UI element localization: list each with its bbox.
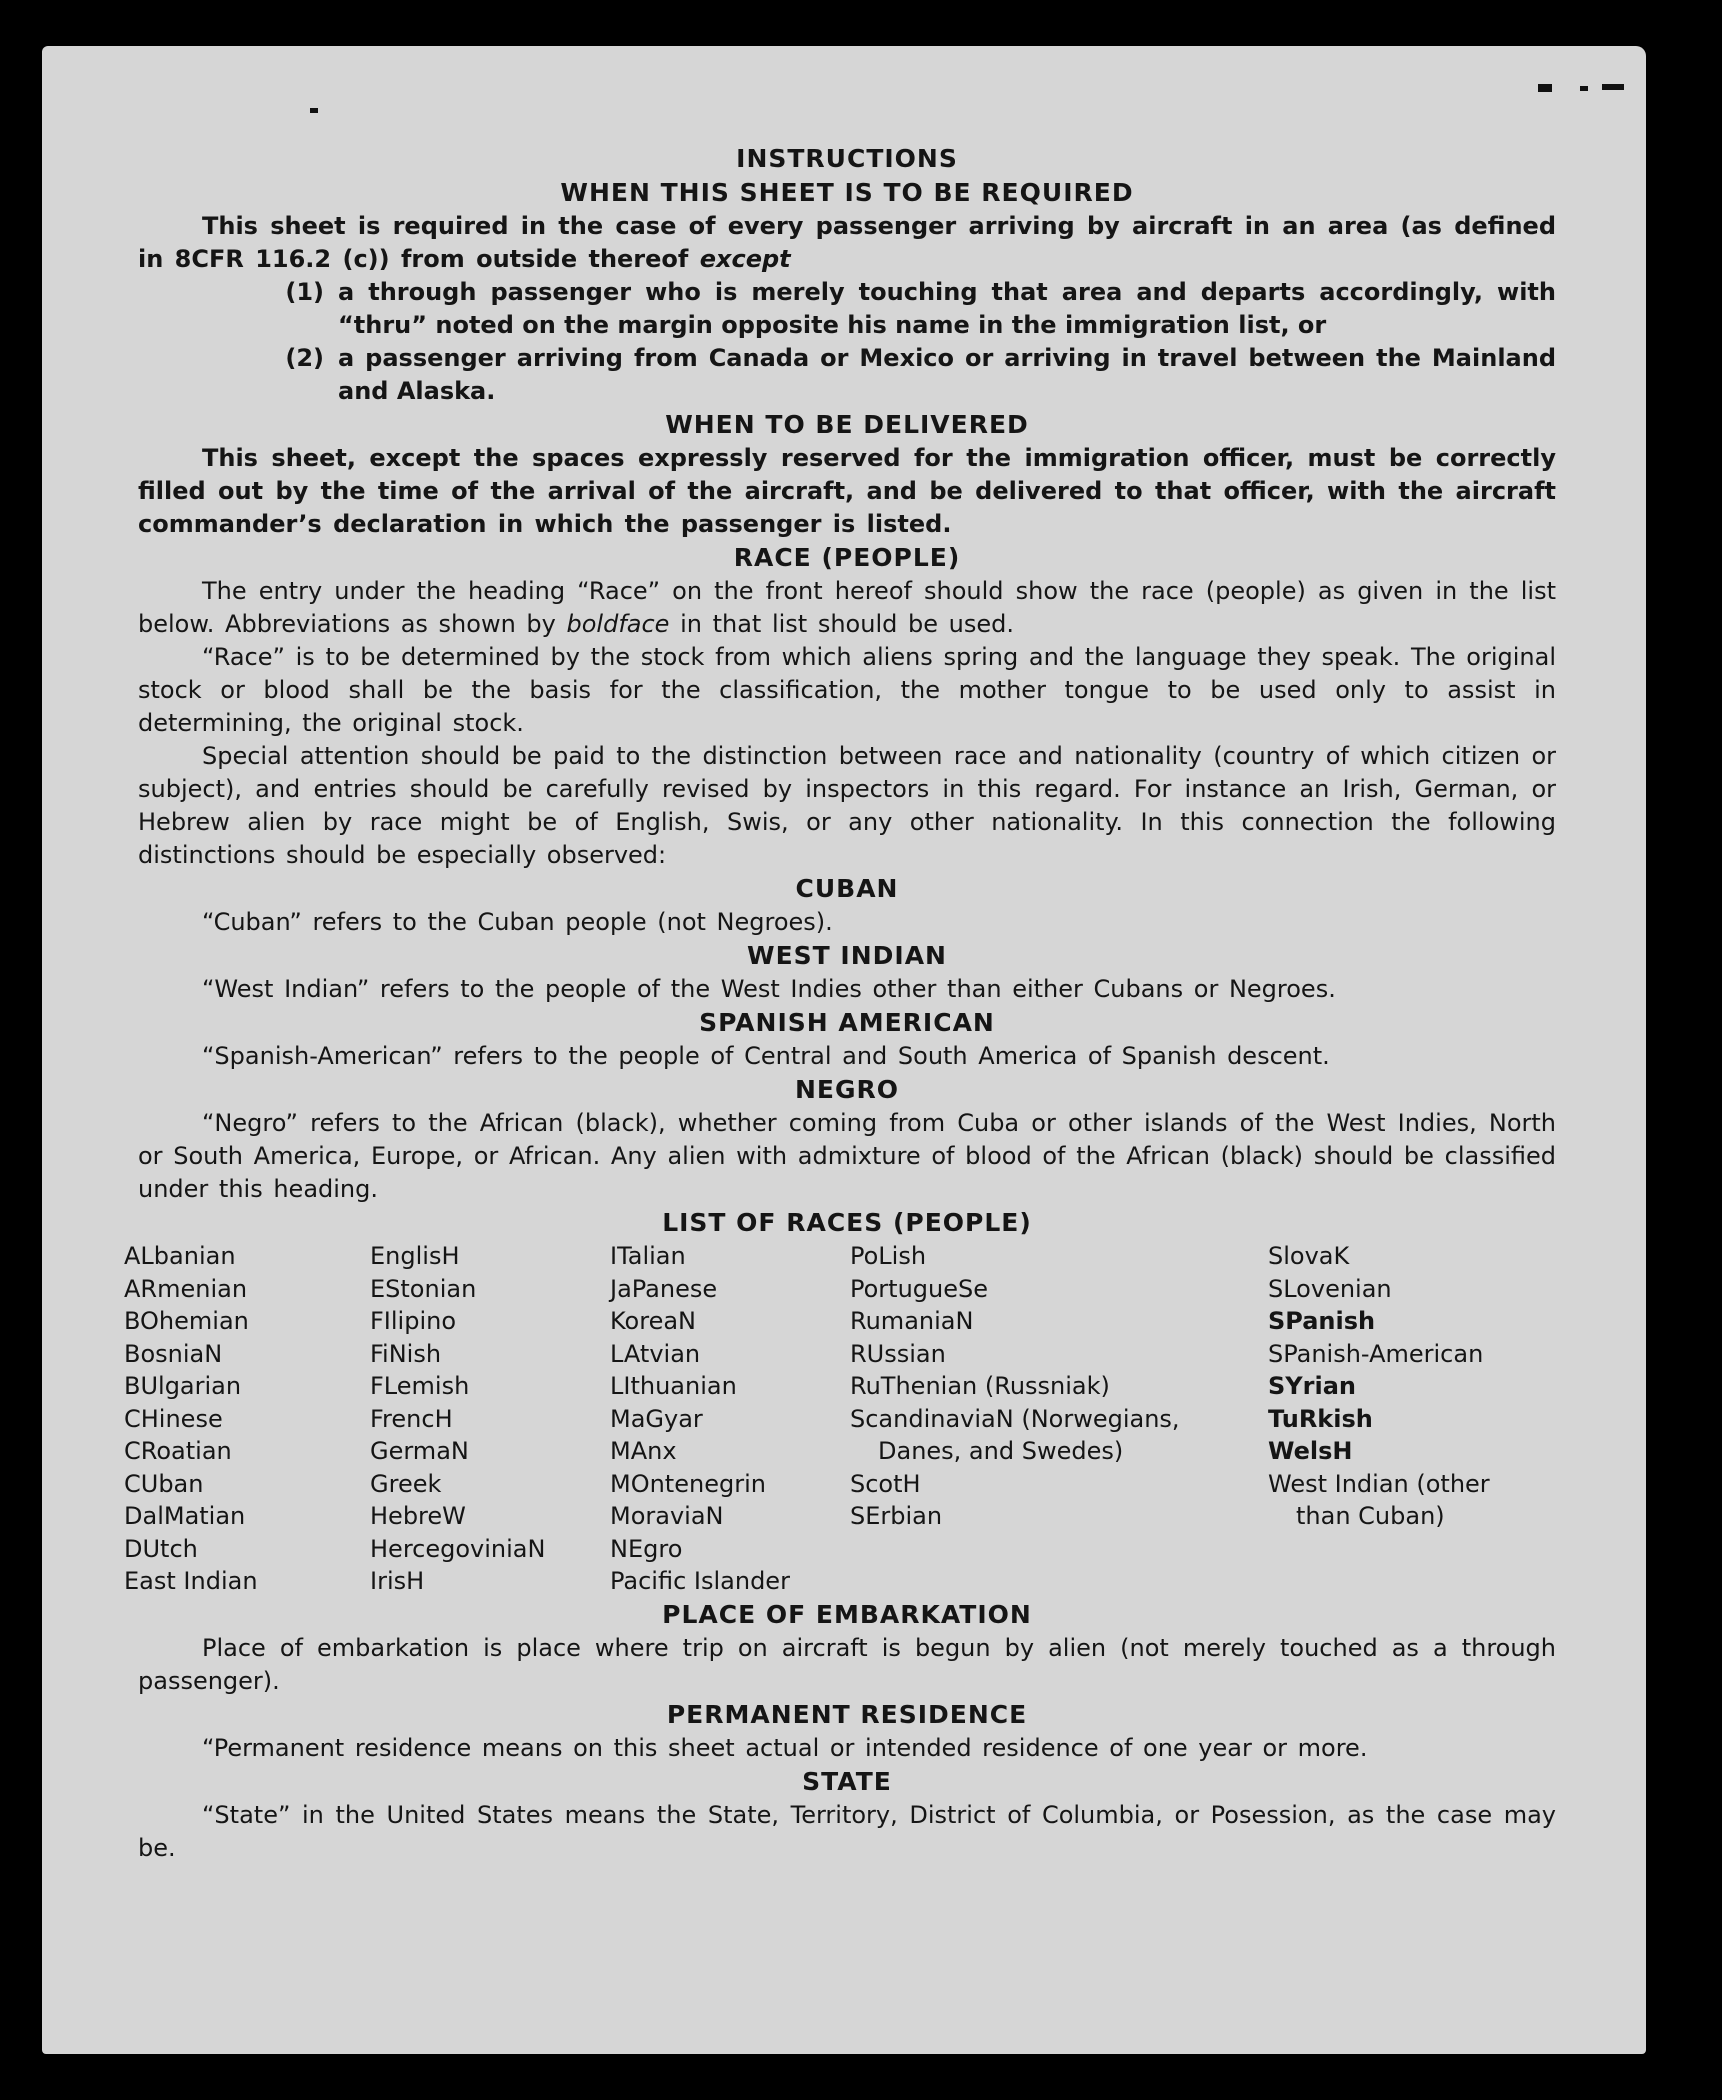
race-entry: TuRkish — [1268, 1404, 1373, 1433]
races-column-2 — [370, 1240, 610, 1598]
when-delivered-text: This sheet, except the spaces expressly reserved for the immigration officer, must be correctly filled out by the time of the arrival of the aircraft, and be delivered to that officer, with the aircraft commander’s declaration in which the passenger is listed. — [138, 444, 1556, 538]
race-title: RACE (PEOPLE) — [733, 543, 961, 572]
race-entry: ALbanian — [124, 1242, 236, 1270]
race-entry: RUssian — [850, 1339, 946, 1368]
races-column-4 — [850, 1240, 1268, 1598]
race-entry: JaPanese — [610, 1274, 718, 1303]
race-entry: Pacific Islander — [610, 1567, 790, 1595]
race-entry: SlovaK — [1268, 1242, 1350, 1270]
race-entry: ITalian — [610, 1242, 686, 1270]
race-entry: HebreW — [370, 1502, 466, 1530]
race-entry: ScotH — [850, 1469, 921, 1498]
race-entry: East Indian — [124, 1567, 258, 1595]
race-entry: FIlipino — [370, 1307, 457, 1335]
exception-text: a through passenger who is merely touching that area and departs accordingly, with “thru” noted on the margin opposite his name in the immigration list, or — [338, 278, 1556, 339]
list-of-races-title: LIST OF RACES (PEOPLE) — [662, 1208, 1032, 1237]
race-entry: West Indian (other — [1268, 1469, 1490, 1498]
race-entry: EStonian — [370, 1274, 477, 1303]
race-entry: MAnx — [610, 1437, 677, 1465]
embarkation-title: PLACE OF EMBARKATION — [662, 1599, 1032, 1629]
instructions-content — [124, 142, 1556, 1865]
race-paragraph-2: “Race” is to be determined by the stock from which aliens spring and the language they speak. The original stock or blood shall be the basis for the classification, the mother tongue to be used only to assist in determining, the original stock. — [138, 643, 1556, 737]
race-entry: NEgro — [610, 1534, 683, 1563]
races-column-3 — [610, 1240, 850, 1598]
race-entry: KoreaN — [610, 1307, 696, 1335]
boldface-word: boldface — [566, 610, 670, 638]
race-entry: HercegoviniaN — [370, 1534, 546, 1563]
race-entry: DUtch — [124, 1534, 198, 1563]
state-text: “State” in the United States means the State, Territory, District of Columbia, or Posession, as the case may be. — [138, 1800, 1556, 1862]
race-entry: GermaN — [370, 1437, 469, 1465]
race-entry: SPanish — [1268, 1307, 1376, 1335]
when-required-intro: This sheet is required in the case of every passenger arriving by aircraft in an area (as defined in 8CFR 116.2 (c)) from outside thereof except — [138, 212, 1556, 273]
race-entry: FrencH — [370, 1404, 453, 1433]
race-entry: SYrian — [1268, 1372, 1357, 1400]
when-delivered-title: WHEN TO BE DELIVERED — [665, 410, 1029, 439]
ink-speck — [310, 108, 318, 113]
race-paragraph-1: The entry under the heading “Race” on the front hereof should show the race (people) as given in the list below. Abbreviations as shown by boldface in that list should be used. — [138, 577, 1556, 638]
spanish-american-title: SPANISH AMERICAN — [699, 1008, 995, 1037]
state-title: STATE — [802, 1766, 892, 1796]
race-entry: IrisH — [370, 1567, 425, 1595]
when-required-title: WHEN THIS SHEET IS TO BE REQUIRED — [560, 178, 1134, 207]
race-entry: FiNish — [370, 1339, 442, 1368]
negro-text: “Negro” refers to the African (black), whether coming from Cuba or other islands of the West Indies, North or South America, Europe, or African. Any alien with admixture of blood of the African (black) should be classified under this heading. — [138, 1109, 1556, 1203]
race-entry: EnglisH — [370, 1242, 460, 1270]
exception-number: (2) — [285, 344, 324, 372]
race-entry: PortugueSe — [850, 1274, 988, 1303]
exception-text: a passenger arriving from Canada or Mexico or arriving in travel between the Mainland and Alaska. — [338, 344, 1556, 405]
ink-speck — [1538, 84, 1552, 92]
document-sheet — [42, 46, 1646, 2054]
race-entry: FLemish — [370, 1372, 470, 1400]
cuban-title: CUBAN — [795, 874, 899, 903]
west-indian-title: WEST INDIAN — [747, 941, 947, 970]
race-entry-continued: Danes, and Swedes) — [878, 1437, 1124, 1465]
race-entry: LAtvian — [610, 1339, 701, 1368]
race-entry: SPanish-American — [1268, 1339, 1484, 1368]
west-indian-text: “West Indian” refers to the people of the West Indies other than either Cubans or Negroes. — [202, 975, 1336, 1003]
race-entry: CRoatian — [124, 1437, 232, 1465]
race-entry: PoLish — [850, 1242, 927, 1270]
permanent-residence-text: “Permanent residence means on this sheet actual or intended residence of one year or more. — [202, 1733, 1368, 1762]
race-entry: BOhemian — [124, 1307, 249, 1335]
exception-number: (1) — [285, 278, 324, 306]
race-entry: BUlgarian — [124, 1372, 242, 1400]
race-entry: LIthuanian — [610, 1372, 737, 1400]
spanish-american-text: “Spanish-American” refers to the people of Central and South America of Spanish descent. — [202, 1042, 1330, 1070]
ink-speck — [1602, 84, 1624, 90]
ink-speck — [1580, 86, 1588, 91]
instructions-title: INSTRUCTIONS — [736, 144, 958, 173]
race-entry: BosniaN — [124, 1339, 223, 1368]
race-entry: DalMatian — [124, 1502, 246, 1530]
race-entry: Greek — [370, 1469, 442, 1498]
race-paragraph-3: Special attention should be paid to the distinction between race and nationality (country of which citizen or subject), and entries should be carefully revised by inspectors in this regard. For instance an Irish, German, or Hebrew alien by race might be of English, Swis, or any other nationality. In this connection the following distinctions should be especially observed: — [138, 742, 1556, 869]
race-entry: WelsH — [1268, 1437, 1353, 1465]
race-entry: MoraviaN — [610, 1502, 724, 1530]
race-entry: ARmenian — [124, 1274, 248, 1303]
races-column-5 — [1268, 1240, 1544, 1598]
negro-title: NEGRO — [794, 1075, 900, 1104]
embarkation-text: Place of embarkation is place where trip on aircraft is begun by alien (not merely touched as a through passenger). — [138, 1633, 1556, 1695]
races-column-1 — [124, 1240, 370, 1598]
race-entry: MOntenegrin — [610, 1469, 766, 1498]
races-list — [124, 1240, 1556, 1598]
race-entry: SErbian — [850, 1502, 943, 1530]
race-entry: CUban — [124, 1469, 204, 1498]
race-entry: SLovenian — [1268, 1274, 1392, 1303]
race-entry: CHinese — [124, 1404, 223, 1433]
permanent-residence-title: PERMANENT RESIDENCE — [666, 1699, 1028, 1729]
race-entry: RuThenian (Russniak) — [850, 1372, 1110, 1400]
except-word: except — [699, 245, 791, 273]
race-entry: MaGyar — [610, 1404, 703, 1433]
exception-item — [138, 276, 1556, 342]
race-entry-continued: than Cuban) — [1296, 1502, 1445, 1530]
cuban-text: “Cuban” refers to the Cuban people (not Negroes). — [202, 908, 833, 936]
exception-item — [138, 342, 1556, 408]
race-entry: ScandinaviaN (Norwegians, — [850, 1404, 1180, 1433]
race-entry: RumaniaN — [850, 1307, 974, 1335]
